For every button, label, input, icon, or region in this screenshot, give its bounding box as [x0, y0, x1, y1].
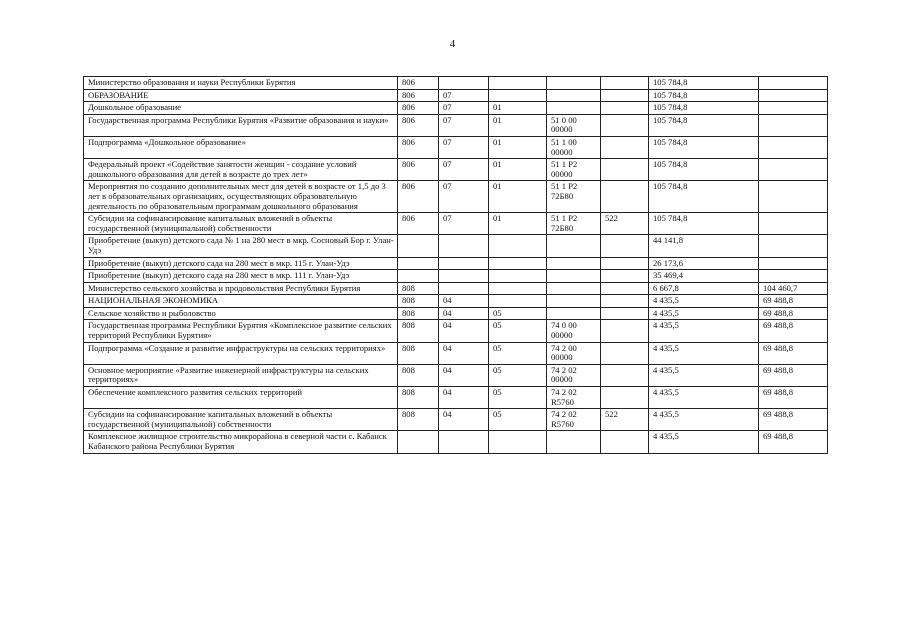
cell-name: ОБРАЗОВАНИЕ [84, 89, 398, 102]
cell-name: Обеспечение комплексного развития сельских территорий [84, 387, 398, 409]
table-row [84, 409, 828, 431]
table-row [84, 257, 828, 270]
cell-ministry-code: 806 [398, 102, 439, 115]
cell-section-code: 07 [439, 102, 489, 115]
cell-target-article: 51 1 P2 72Б80 [547, 213, 601, 235]
cell-section-code: 07 [439, 213, 489, 235]
cell-name: Государственная программа Республики Бурятия «Комплексное развитие сельских территорий Республики Бурятия» [84, 320, 398, 342]
cell-subsection-code: 01 [489, 136, 547, 158]
cell-target-article: 51 1 P2 72Б80 [547, 181, 601, 213]
table-row [84, 270, 828, 283]
table-row [84, 114, 828, 136]
cell-section-code: 04 [439, 409, 489, 431]
cell-amount-2: 69 488,8 [759, 307, 828, 320]
cell-amount-2 [759, 213, 828, 235]
cell-amount-1: 105 784,8 [649, 89, 759, 102]
cell-expense-type [601, 387, 649, 409]
table-row [84, 387, 828, 409]
cell-subsection-code [489, 282, 547, 295]
cell-amount-1: 44 141,8 [649, 235, 759, 257]
cell-expense-type [601, 77, 649, 90]
cell-target-article [547, 89, 601, 102]
cell-target-article: 74 2 02 R5760 [547, 409, 601, 431]
cell-target-article [547, 77, 601, 90]
cell-amount-2 [759, 114, 828, 136]
cell-target-article: 51 1 P2 00000 [547, 159, 601, 181]
cell-ministry-code: 806 [398, 213, 439, 235]
cell-amount-1: 4 435,5 [649, 320, 759, 342]
cell-target-article: 74 2 02 00000 [547, 364, 601, 386]
cell-expense-type [601, 295, 649, 308]
cell-amount-1: 26 173,6 [649, 257, 759, 270]
cell-amount-2: 69 488,8 [759, 364, 828, 386]
cell-target-article [547, 257, 601, 270]
cell-name: Приобретение (выкуп) детского сада на 280 мест в мкр. 115 г. Улан-Удэ [84, 257, 398, 270]
cell-amount-1: 105 784,8 [649, 159, 759, 181]
cell-name: Приобретение (выкуп) детского сада на 280 мест в мкр. 111 г. Улан-Удэ [84, 270, 398, 283]
cell-amount-2: 69 488,8 [759, 295, 828, 308]
cell-subsection-code: 05 [489, 320, 547, 342]
cell-amount-1: 4 435,5 [649, 409, 759, 431]
cell-name: Министерство сельского хозяйства и продовольствия Республики Бурятия [84, 282, 398, 295]
cell-amount-2: 69 488,8 [759, 387, 828, 409]
cell-amount-2: 69 488,8 [759, 431, 828, 453]
cell-name: Приобретение (выкуп) детского сада № 1 на 280 мест в мкр. Сосновый Бор г. Улан-Удэ [84, 235, 398, 257]
cell-expense-type [601, 320, 649, 342]
cell-target-article [547, 307, 601, 320]
cell-expense-type [601, 307, 649, 320]
table-row [84, 282, 828, 295]
cell-name: НАЦИОНАЛЬНАЯ ЭКОНОМИКА [84, 295, 398, 308]
cell-amount-1: 4 435,5 [649, 307, 759, 320]
cell-subsection-code [489, 431, 547, 453]
cell-target-article [547, 270, 601, 283]
cell-amount-2 [759, 270, 828, 283]
table-row [84, 431, 828, 453]
cell-target-article: 74 2 00 00000 [547, 342, 601, 364]
cell-amount-1: 105 784,8 [649, 102, 759, 115]
cell-section-code: 04 [439, 342, 489, 364]
table-row [84, 102, 828, 115]
table-row [84, 364, 828, 386]
cell-section-code: 04 [439, 320, 489, 342]
cell-expense-type [601, 136, 649, 158]
cell-expense-type [601, 342, 649, 364]
cell-section-code [439, 270, 489, 283]
table-row [84, 307, 828, 320]
cell-subsection-code: 01 [489, 159, 547, 181]
cell-amount-1: 105 784,8 [649, 181, 759, 213]
cell-target-article [547, 235, 601, 257]
cell-amount-1: 4 435,5 [649, 342, 759, 364]
cell-ministry-code: 808 [398, 282, 439, 295]
cell-ministry-code [398, 431, 439, 453]
cell-subsection-code: 05 [489, 364, 547, 386]
cell-target-article [547, 295, 601, 308]
cell-subsection-code: 05 [489, 409, 547, 431]
cell-expense-type [601, 114, 649, 136]
cell-ministry-code: 808 [398, 342, 439, 364]
cell-amount-2 [759, 181, 828, 213]
cell-amount-1: 105 784,8 [649, 77, 759, 90]
cell-section-code [439, 282, 489, 295]
cell-expense-type [601, 431, 649, 453]
page-number: 4 [449, 38, 456, 50]
cell-subsection-code [489, 235, 547, 257]
cell-expense-type [601, 235, 649, 257]
cell-expense-type: 522 [601, 213, 649, 235]
cell-amount-1: 105 784,8 [649, 136, 759, 158]
cell-subsection-code [489, 77, 547, 90]
cell-section-code: 07 [439, 159, 489, 181]
cell-ministry-code: 806 [398, 136, 439, 158]
table-row [84, 342, 828, 364]
cell-amount-1: 4 435,5 [649, 295, 759, 308]
cell-target-article: 51 0 00 00000 [547, 114, 601, 136]
cell-ministry-code: 808 [398, 387, 439, 409]
cell-subsection-code: 01 [489, 213, 547, 235]
cell-section-code: 07 [439, 89, 489, 102]
cell-name: Основное мероприятие «Развитие инженерной инфраструктуры на сельских территориях» [84, 364, 398, 386]
cell-name: Субсидии на софинансирование капитальных вложений в объекты государственной (муниципальной) собственности [84, 213, 398, 235]
cell-amount-2 [759, 235, 828, 257]
cell-subsection-code [489, 295, 547, 308]
cell-name: Субсидии на софинансирование капитальных вложений в объекты государственной (муниципальной) собственности [84, 409, 398, 431]
cell-section-code: 07 [439, 181, 489, 213]
cell-expense-type [601, 282, 649, 295]
cell-subsection-code: 05 [489, 307, 547, 320]
cell-amount-2 [759, 102, 828, 115]
cell-expense-type: 522 [601, 409, 649, 431]
cell-section-code [439, 431, 489, 453]
cell-section-code: 07 [439, 114, 489, 136]
cell-subsection-code: 01 [489, 181, 547, 213]
table-row [84, 320, 828, 342]
cell-target-article [547, 282, 601, 295]
table-row [84, 89, 828, 102]
cell-expense-type [601, 257, 649, 270]
cell-ministry-code: 808 [398, 364, 439, 386]
cell-section-code: 04 [439, 387, 489, 409]
cell-amount-2 [759, 159, 828, 181]
cell-ministry-code: 808 [398, 409, 439, 431]
cell-expense-type [601, 159, 649, 181]
cell-amount-1: 35 469,4 [649, 270, 759, 283]
table-row [84, 159, 828, 181]
cell-amount-2: 104 460,7 [759, 282, 828, 295]
budget-table [83, 76, 828, 454]
cell-amount-2 [759, 89, 828, 102]
cell-subsection-code [489, 257, 547, 270]
cell-expense-type [601, 181, 649, 213]
cell-subsection-code: 05 [489, 342, 547, 364]
cell-name: Мероприятия по созданию дополнительных мест для детей в возрасте от 1,5 до 3 лет в образовательных организациях, осуществляющих образовательную деятельность по образовательным программам дошкольного образования [84, 181, 398, 213]
cell-expense-type [601, 270, 649, 283]
cell-amount-1: 105 784,8 [649, 213, 759, 235]
table-row [84, 213, 828, 235]
cell-amount-2 [759, 77, 828, 90]
cell-amount-2 [759, 136, 828, 158]
cell-ministry-code [398, 235, 439, 257]
cell-expense-type [601, 89, 649, 102]
cell-ministry-code: 806 [398, 159, 439, 181]
cell-name: Подпрограмма «Создание и развитие инфраструктуры на сельских территориях» [84, 342, 398, 364]
cell-ministry-code [398, 270, 439, 283]
cell-name: Министерство образования и науки Республики Бурятия [84, 77, 398, 90]
table-row [84, 181, 828, 213]
cell-section-code: 04 [439, 364, 489, 386]
cell-ministry-code: 806 [398, 77, 439, 90]
cell-section-code [439, 235, 489, 257]
cell-amount-1: 4 435,5 [649, 387, 759, 409]
cell-ministry-code: 808 [398, 295, 439, 308]
cell-ministry-code: 808 [398, 320, 439, 342]
table-row [84, 77, 828, 90]
cell-expense-type [601, 102, 649, 115]
cell-name: Федеральный проект «Содействие занятости женщин - создание условий дошкольного образования для детей в возрасте до трех лет» [84, 159, 398, 181]
cell-ministry-code: 806 [398, 181, 439, 213]
cell-section-code [439, 257, 489, 270]
table-row [84, 235, 828, 257]
cell-target-article [547, 431, 601, 453]
cell-subsection-code: 05 [489, 387, 547, 409]
cell-ministry-code: 806 [398, 114, 439, 136]
table-row [84, 295, 828, 308]
cell-amount-2: 69 488,8 [759, 320, 828, 342]
cell-section-code [439, 77, 489, 90]
cell-subsection-code: 01 [489, 114, 547, 136]
cell-amount-2: 69 488,8 [759, 409, 828, 431]
table-row [84, 136, 828, 158]
cell-ministry-code: 806 [398, 89, 439, 102]
budget-table-body [84, 77, 828, 454]
cell-section-code: 04 [439, 307, 489, 320]
cell-subsection-code: 01 [489, 102, 547, 115]
cell-name: Государственная программа Республики Бурятия «Развитие образования и науки» [84, 114, 398, 136]
cell-amount-2 [759, 257, 828, 270]
cell-name: Дошкольное образование [84, 102, 398, 115]
cell-amount-1: 4 435,5 [649, 431, 759, 453]
cell-target-article [547, 102, 601, 115]
cell-section-code: 07 [439, 136, 489, 158]
cell-name: Комплексное жилищное строительство микрорайона в северной части с. Кабанск Кабанского района Республики Бурятия [84, 431, 398, 453]
cell-subsection-code [489, 270, 547, 283]
cell-ministry-code: 808 [398, 307, 439, 320]
cell-amount-1: 105 784,8 [649, 114, 759, 136]
cell-ministry-code [398, 257, 439, 270]
cell-target-article: 74 0 00 00000 [547, 320, 601, 342]
cell-target-article: 74 2 02 R5760 [547, 387, 601, 409]
cell-name: Сельское хозяйство и рыболовство [84, 307, 398, 320]
cell-amount-1: 4 435,5 [649, 364, 759, 386]
cell-name: Подпрограмма «Дошкольное образование» [84, 136, 398, 158]
cell-section-code: 04 [439, 295, 489, 308]
cell-amount-1: 6 667,8 [649, 282, 759, 295]
cell-subsection-code [489, 89, 547, 102]
cell-target-article: 51 1 00 00000 [547, 136, 601, 158]
cell-amount-2: 69 488,8 [759, 342, 828, 364]
cell-expense-type [601, 364, 649, 386]
